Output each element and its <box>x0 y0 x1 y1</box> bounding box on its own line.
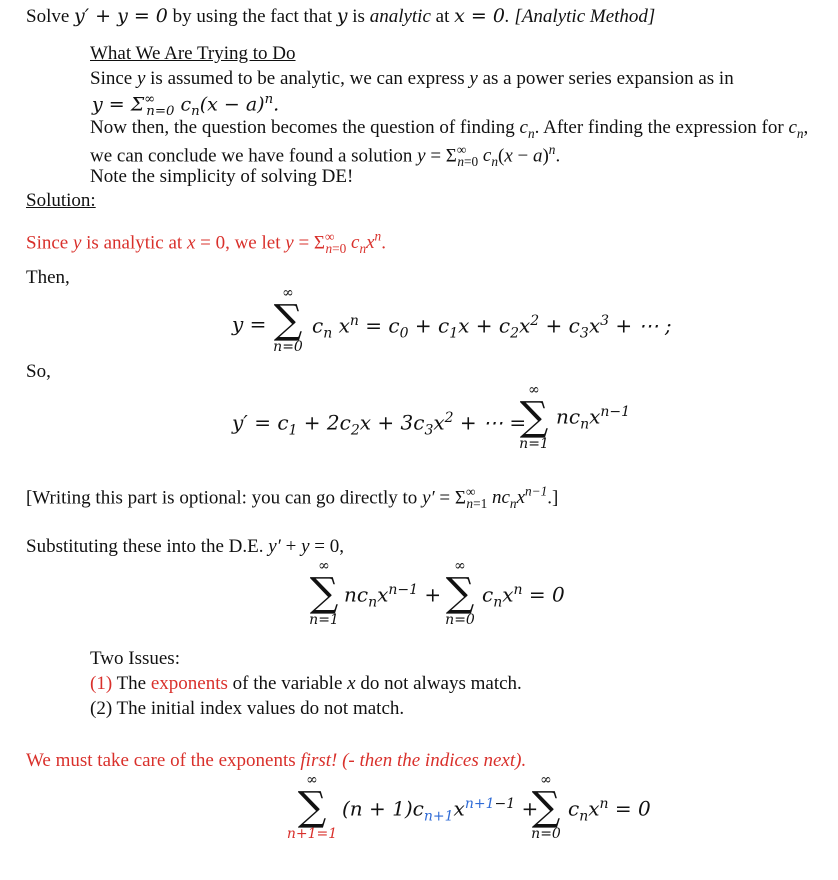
eq2-lhs: $y' = c_1 + 2c_2x + 3c_3x^2$ + ⋯ = <box>232 410 527 439</box>
issue-1: (1) The exponents of the variable x do not always match. <box>90 673 522 694</box>
so-label: So, <box>26 361 51 382</box>
eq1-lhs: y = <box>232 312 267 336</box>
optional-line: [Writing this part is optional: you can go directly to $y' = \Sigma^\infty_{n=1}$ $nc_nx^{n-1}$.] <box>26 484 559 512</box>
problem-statement: Solve y′ + y = 0 by using the fact that y is analytic at x = 0. [Analytic Method] <box>26 5 656 27</box>
what-paragraph-3: Note the simplicity of solving DE! <box>90 166 354 187</box>
eq2-term: $nc_nx^{n-1}$ <box>556 404 631 433</box>
eq4-sum-1: ∞ ∑ n+1=1 <box>286 772 338 842</box>
eq3-term-2: $c_nx^n = 0$ <box>482 582 565 611</box>
eq4-term-2: $c_nx^n = 0$ <box>568 796 651 825</box>
eq2-sum: ∞ ∑ n=1 <box>519 382 549 452</box>
exponents-first-line: We must take care of the exponents first! (- then the indices next). <box>26 750 527 771</box>
eq3-sum-1: ∞ ∑ n=1 <box>309 558 339 628</box>
issues-heading: Two Issues: <box>90 648 180 669</box>
what-paragraph-2b: we can conclude we have found a solution $y = \Sigma^\infty_{n=0}$ $c_n(x - a)^n$. <box>90 142 561 170</box>
eq1-sum: ∞ ∑ n=0 <box>273 285 303 355</box>
solution-label: Solution: <box>26 190 96 211</box>
what-paragraph-1a: Since y is assumed to be analytic, we can express y as a power series expansion as in <box>90 68 734 89</box>
eq1-rhs: $c_n$ $x^n = c_0 + c_1x + c_2x^2 + c_3x^3$ + ⋯ ; <box>312 313 672 342</box>
what-paragraph-2a: Now then, the question becomes the question of finding $c_n$. After finding the expression for $c_n$, <box>90 117 809 141</box>
eq3-sum-2: ∞ ∑ n=0 <box>445 558 475 628</box>
eq3-term-1: $nc_nx^{n-1}$ + <box>344 582 442 611</box>
eq4-term-1: $(n + 1)c_{n+1}x^{n+1-1}$ + <box>342 796 539 825</box>
eq4-sum-2: ∞ ∑ n=0 <box>531 772 561 842</box>
what-heading: What We Are Trying to Do <box>90 43 296 64</box>
issue-2: (2) The initial index values do not match. <box>90 698 405 719</box>
since-line: Since y is analytic at x = 0, we let $y = \Sigma^\infty_{n=0}$ $c_nx^n$. <box>26 229 386 257</box>
what-paragraph-1b: $y = \Sigma^\infty_{n=0}$ $c_n(x - a)^n$. <box>92 92 280 120</box>
then-label: Then, <box>26 267 70 288</box>
substituting-line: Substituting these into the D.E. y′ + y = 0, <box>26 536 344 557</box>
